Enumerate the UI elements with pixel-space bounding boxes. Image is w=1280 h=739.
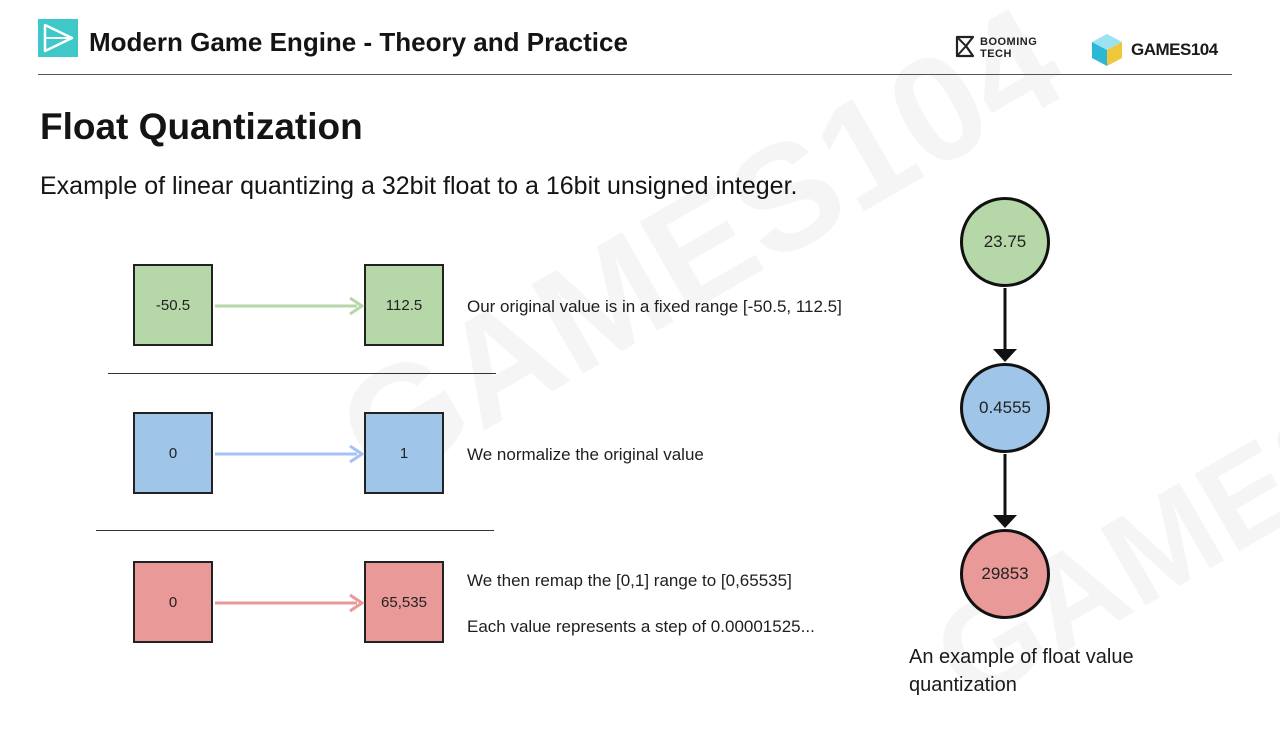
- normalized-value-node: [960, 363, 1050, 453]
- remap-range-text: We then remap the [0,1] range to [0,65535]: [467, 571, 792, 590]
- step-size-text: Each value represents a step of 0.00001525...: [467, 617, 815, 636]
- chain-arrow-2: [993, 454, 1017, 528]
- slide-title: Float Quantization: [40, 106, 363, 147]
- blue-arrow: [215, 446, 362, 462]
- games104-text: GAMES104: [1131, 40, 1218, 59]
- slide-subtitle: Example of linear quantizing a 32bit float to a 16bit unsigned integer.: [40, 172, 798, 200]
- remapped-max-value: 65,535: [381, 593, 427, 611]
- original-range-text: Our original value is in a fixed range [-50.5, 112.5]: [467, 297, 842, 316]
- quantized-value-node: [960, 529, 1050, 619]
- normalized-min-value: 0: [168, 444, 178, 462]
- remapped-max-box: [364, 561, 444, 643]
- slide-header: [0, 0, 1280, 76]
- normalized-max-box: [364, 412, 444, 494]
- row-divider: [96, 530, 494, 531]
- normalized-value: 0.4555: [979, 398, 1031, 417]
- games-cube-icon: [1090, 32, 1124, 68]
- chain-caption: An example of float value quantization: [909, 646, 1134, 696]
- red-arrow: [215, 595, 362, 611]
- float-value-node: [960, 197, 1050, 287]
- normalized-min-box: [133, 412, 213, 494]
- play-triangle-icon: [38, 19, 78, 57]
- original-min-box: [133, 264, 213, 346]
- remapped-min-box: [133, 561, 213, 643]
- remapped-min-value: 0: [168, 593, 178, 611]
- normalize-text: We normalize the original value: [467, 445, 704, 464]
- normalized-max-value: 1: [399, 444, 409, 462]
- booming-mark-icon: [954, 34, 976, 60]
- course-title: Modern Game Engine - Theory and Practice: [89, 27, 628, 57]
- booming-tech-text: BOOMING TECH: [980, 36, 1038, 60]
- green-arrow: [215, 298, 362, 314]
- header-divider: [38, 74, 1232, 75]
- chain-arrow-1: [993, 288, 1017, 362]
- original-max-value: 112.5: [385, 296, 423, 314]
- row-divider: [108, 373, 496, 374]
- original-min-value: -50.5: [155, 296, 191, 314]
- original-max-box: [364, 264, 444, 346]
- quantized-value: 29853: [981, 564, 1029, 583]
- float-value: 23.75: [983, 232, 1027, 251]
